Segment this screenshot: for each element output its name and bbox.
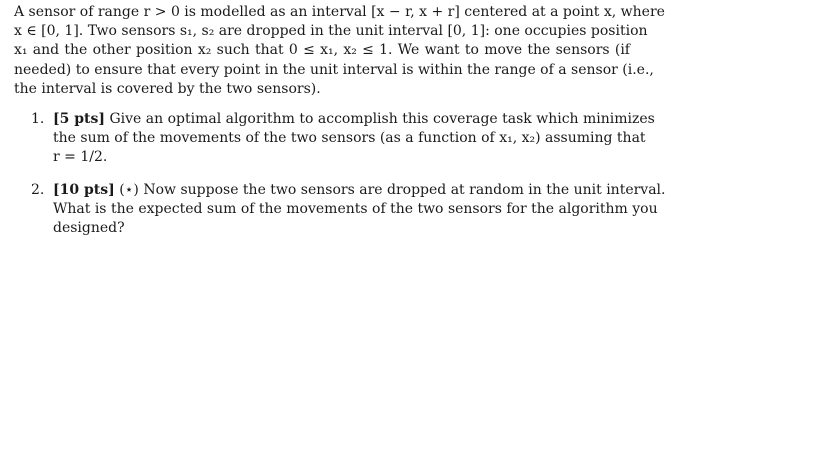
problem-number: 2.	[31, 181, 45, 198]
document	[14, 3, 666, 238]
points-label: [5 pts]	[53, 111, 106, 128]
intro-paragraph	[14, 3, 665, 99]
problem-2	[31, 181, 666, 239]
problem-text: Give an optimal algorithm to accomplish this coverage task which minimizes	[109, 111, 655, 128]
intro-line: the interval is covered by the two sensors).	[14, 80, 321, 97]
problem-text: (⋆) Now suppose the two sensors are dropped at random in the unit interval.	[119, 181, 666, 198]
problem-line: designed?	[53, 220, 125, 237]
points-label: [10 pts]	[53, 181, 115, 198]
intro-line: x₁ and the other position x₂ such that 0 ≤ x₁, x₂ ≤ 1. We want to move the sensors (if	[14, 42, 630, 59]
problem-line	[53, 110, 655, 129]
problem-line	[53, 181, 666, 200]
problem-line: r = 1/2.	[53, 149, 108, 166]
problem-line: the sum of the movements of the two sensors (as a function of x₁, x₂) assuming that	[53, 130, 646, 147]
intro-line: needed) to ensure that every point in the unit interval is within the range of a sensor (i.e.,	[14, 61, 654, 78]
intro-line: x ∈ [0, 1]. Two sensors s₁, s₂ are dropped in the unit interval [0, 1]: one occupies position	[14, 23, 648, 40]
problem-number: 1.	[31, 111, 45, 128]
problem-1	[31, 110, 655, 168]
intro-line: A sensor of range r > 0 is modelled as an interval [x − r, x + r] centered at a point x, where	[14, 4, 665, 20]
problem-line: What is the expected sum of the movements of the two sensors for the algorithm you	[53, 200, 658, 217]
